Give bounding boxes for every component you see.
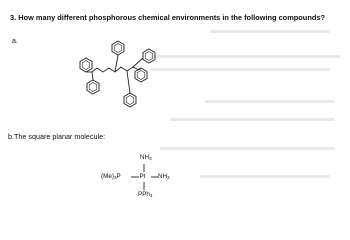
part-b-label: b.The square planar molecule: xyxy=(8,132,106,141)
ligand-right-nh3: $NH_3$ xyxy=(158,173,170,180)
question-number: 3. xyxy=(10,13,17,22)
ligand-top-nh3: $NH_3$ xyxy=(140,154,152,161)
ligand-bottom-pph3: PPh$_3$ xyxy=(138,191,153,198)
question-text: How many different phosphorous chemical environments in the following compounds? xyxy=(18,13,325,22)
ligand-left-pme3: $(Me)_3P$ xyxy=(101,173,121,180)
part-a-label: a. xyxy=(12,38,18,45)
metal-center-pt: Pt xyxy=(139,173,146,180)
